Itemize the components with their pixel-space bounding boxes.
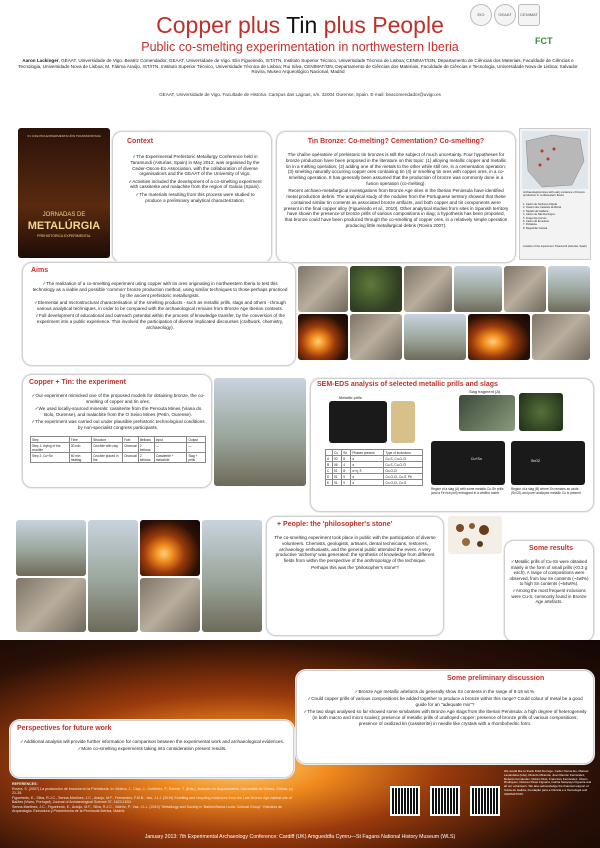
geaat-logo: GEAAT (494, 4, 516, 26)
context-box (112, 131, 272, 263)
people-text: The co-smelting experiment took place in public with the participation of diverse volunteers. Chemists, geologists, artisans, dental technicians, restorers, archaeology enthusiasts, and the general public attended the event. A very productive 'alchemy' was generated: the synthesis of knowledge from different fields from within the perspective of the anthropology of the technique. Perhaps this was the 'philosopher's stone'? (274, 535, 436, 571)
aims-box (22, 262, 296, 366)
discussion-box (296, 670, 594, 764)
iberia-map (522, 131, 588, 189)
poster-subtitle: Public co-smelting experimentation in northwestern Iberia (141, 40, 459, 54)
photo-crucible (404, 266, 452, 312)
context-header: Context (127, 138, 154, 145)
site-marker (547, 158, 550, 161)
perspectives-text: ✓Additional analysis will provide further information for comparison between the experimental work and archaeological evidences. ✓More co-smelting experiments taking into consideration present results. (19, 739, 285, 752)
photo-participants (404, 314, 466, 360)
photo-prills-hand (448, 516, 502, 554)
photo-group (16, 520, 86, 576)
qr-code[interactable] (430, 786, 460, 816)
perspectives-box (10, 720, 294, 778)
site-marker (541, 150, 544, 153)
map-legend: 1. Castro de Senhora d'Ajuda 2. Outeiro dos Castelos de Beiral 3. Tapado da Caldeira 4. Castro de São Domingos 5. Fraga dos Corvos 6. Castro de Ervedosa 7. Peñalosa 8. Regueirão Carreta (523, 203, 562, 230)
conference-poster-image: X1 CIFE PRA EXPERIMENTACIÓN TRANSMONTANA JORNADAS DE METALÚRGIA PREHISTORICA EXPERIMENTAL (18, 128, 110, 258)
experiment-text: ✓Our experiment mimicked one of the proposed models for obtaining bronze, the co-smelting of copper and tin ores. ✓We used locally-sourced minerals: cassiterite from the Penouta Mines (Viana do Bolo, Ourense), and malachite from the O Seixo Mines (Petín, Ourense). ✓The experiment was carried out under plausible prehistoric technological conditions by non-specialist congress participants. (31, 393, 205, 430)
slag-label: Slag fragment (A) (469, 389, 501, 394)
bronze-text: The chaîne opératoire of prehistoric tin bronzes is still the subject of much uncertainty. Four hypotheses for bronze production have been proposed in the literature on this topic: (1) alloying metallic copper and metallic tin in a melting operation; (2) adding one of the metals to the other while still ore, in a cementation operation; (3) smelting naturally occurring copper ores containing tin (4) or smelting tin ores with copper ores, in a co-smelting operation. It has generally been assumed that the production of bronze was commonly done in a fusion operation (co-melting). Recent archaeo-metallurgical investigations from Bronze Age sites in the Iberian Peninsula have identified metal production debris. The analytical study of the nodules from the Portuguese territory showed that these contained similar tin contents as associated bronze artifacts, and both copper and tin components were present in the final copper alloy (Figueiredo et al., 2010). Other analytical studies from sites in Spanish territory have shown the presence of bronze prills of various compositions in slag; a hypothesis has been proposed, that bronze could have been produced through the co-smelting of copper ores, in a relatively simple operation producing little metallurgical debris (Rovira 2007). (283, 152, 509, 229)
prills-drawing (448, 516, 502, 554)
site-marker (539, 164, 542, 167)
prills-label: Metallic prills (339, 395, 362, 400)
sem-prills-image (329, 401, 387, 443)
sem-slag-a-image: Cu+Sn (431, 441, 505, 485)
photo-bellows (532, 314, 590, 360)
bronze-box (276, 131, 516, 263)
experiment-table: Step Time Structure Fuel Bellows Input Output Step 1: drying of the crucible 30 min Crucible with clay Charcoal 2 bellows — — Step 2: Cu+Sn 60 min heating Crucible placed in fire Charcoal 2 bellows Cassiterite + malachite Slag + prills (30, 436, 206, 463)
aims-text: ✓The realization of a co-smelting experiment using copper with tin ores originating in northwestern Iberia to test this technology as a viable and possible 'common' bronze production method, using similar techniques to those perhaps practiced by the ancient prehistoric metallurgists. ✓Elemental and microstructural characterisation of the smelting products - such as metallic prills, slags and others - through various analytical techniques, in order to be compared with the archaeological remains from Bronze Age Iberian contexts. ✓Full development of educational and outreach potential within the process of knowledge transfer, by the conversion of the experiment into a public experience. This involved the participation of diverse implicated discourses (craftwork, chemistry, archaeology). (32, 281, 288, 330)
footer: January 2013: 7th Experimental Archaeology Conference: Cardiff (UK) Amgueddfa Cymru—St Fagans National History Museum (WLS) (144, 834, 456, 840)
photo-malachite (350, 266, 402, 312)
authors-line: Aaron Lackinger, GEAAT, Universidade de Vigo. Beatriz Comendador, GEAAT, Universidade de Vigo. Elin Figueiredo, IST/ITN, Instituto Superior Técnico, Universidade Técnica de Lisboa; CENIMAT/I3N, Departamento de Ciências dos Materiais, Faculdade de Ciências e Tecnologia, Universidade Nova de Lisboa; M. Fátima Araújo, IST/ITN, Instituto Superior Técnico, Universidade Técnica de Lisboa; Rui Silva, CENIMAT/I3N, Departamento de Ciências dos Materiais, Faculdade de Ciências e Tecnologia, Universidade Nova de Lisboa; Salvador Rovira, Museo Arqueológico Nacional, Madrid (18, 58, 578, 75)
photo-hands (350, 314, 402, 360)
context-text: ✓The Experimental Prehistoric Metallurgy Conference held in Taramundi (Asturias, Spain) in May 2012, was organised by the Ceder-Oscos-Eo Association, with the collaboration of diverse organisations and the GEAAT of the University of Vigo. ✓Activities included the development of a co-smelting experiment with cassiterite and malachite from the region of Galicia (Spain). ✓The materials resulting from this process were studied to produce a preliminary analytical characterization. (128, 154, 262, 203)
photo-crowd (16, 578, 86, 632)
sem-slag-b-image: SnO2 (511, 441, 585, 485)
prill (479, 525, 489, 535)
poster-title: Copper plus Tin plus People (156, 12, 444, 38)
results-header: Some results (529, 545, 573, 552)
results-text: ✓Metallic prills of Cu-Sn were obtained mainly in the form of small prills (<0.3 g each). A range of compositions were observed, from low Sn contents (~4wt%) to high Sn contents (~64wt%). ✓Among the most frequent inclusions were Cu-S, commonly found in Bronze Age artefacts. (509, 559, 589, 604)
sem-box (310, 378, 594, 512)
photo-landscape (454, 266, 502, 312)
discussion-text: ✓Bronze Age metallic artefacts do generally show Sn contents in the range of 8-15 wt.%. ✓Could copper prills of various compositions be added together to produce a bronze within this range? Could colour of metal be a good guide for an "adequate mix"? ✓The two slags analysed so far showed some similarities with Bronze Age slags from the Iberian Peninsula: a high degree of heterogeneity (in both macro and micro scales); presence of metallic prills of unalloyed copper; presence of bronze prills of various compositions; presence of oxidized tin (cassiterite) in needle like crystals with a rhombohedric form. (303, 689, 587, 726)
people-header: + People: the 'philosopher's stone' (277, 521, 393, 528)
photo-fire-work (140, 520, 200, 576)
cenimat-logo: CENIMAT (518, 4, 540, 26)
photo-mine (548, 266, 590, 312)
qr-code[interactable] (390, 786, 420, 816)
photo-volunteer (88, 520, 138, 632)
acknowledgements: We would like to thank Fidel Dorrego, Ceder Oscos-Eo, Manuel Lavandeira (Lda), Ricardo Miranda, Juan Ramón Fernández, Roberto Fernández, Rubén Díaz, Francisco Fernández, Álvaro Rodríguez, Dolores Rivas Figueira, Isolina Sampayo Figueira and all our volunteers. We also acknowledge the financial support of Xunta de Galicia, Fundação para a Ciência e a Tecnologia and CENIMAT/I3N. (504, 769, 592, 796)
prill (477, 541, 483, 547)
bronze-header: Tin Bronze: Co-melting? Cementation? Co-smelting? (307, 138, 485, 145)
discussion-header: Some preliminary discussion (447, 675, 545, 682)
site-marker (553, 148, 556, 151)
perspectives-header: Perspectives for future work (17, 725, 112, 732)
map-figure (519, 128, 591, 260)
experiment-header: Copper + Tin: the experiment (29, 379, 126, 386)
sem-header: SEM-EDS analysis of selected metallic prills and slags (317, 381, 498, 388)
photo-minerals (298, 266, 348, 312)
address-line: GEAAT, Universidade de Vigo. Facultade de Historia. Campus das Lagoas, s/n. 32004 Ourense, Spain. E-mail: beacomendador@uvigo.es (159, 92, 441, 97)
photo-furnace (298, 314, 348, 360)
photo-smelting (468, 314, 530, 360)
people-box (266, 516, 444, 636)
map-footnote: Location of the experiment: Taramundi (Asturias, Spain) (523, 245, 587, 248)
prill (469, 523, 475, 529)
caption-slag-a: Region of a slag (A) with some metallic Cu-Sn prills (and a Fe rich prill) entrapped in a vitrified matrix (431, 487, 504, 495)
caption-slag-b: Region of a slag (B) where Sn remains as oxide (SnO2) and pure unalloyed metallic Cu is present (511, 487, 581, 495)
photo-tools (140, 578, 200, 632)
references: REFERENCES: Rovira, S. (2007) La producción de bronces en la Prehistoria. In: Molera, J., Clop, J., Gutiérrez, P., Esteve, T. (Eds.), Avances en Arqueometría. Universitat de Girona, Girona, pp. 21-35. Figueiredo, E., Silva, R.J.C., Senna-Martinez, J.C., Araújo, M.F., Fernandes, F.M.B., Vaz, J.L.I. (2010) Smelting and recycling evidences from the Late Bronze Age habitat site of Baiões (Viseu, Portugal). Journal of Archaeological Science 37, 1623-1634. Senna-Martinez, J.C., Figueiredo, E., Araújo, M.F., Silva, R.J.C., Valério, P., Vaz, J.L.I. (2010) "Metallurgy and Society in 'Baiões/Santa Luzia' Cultural Group". Estudios de Arqueología: Estructura y Protohistoria de la Península Ibérica, Madrid. (12, 782, 295, 813)
prill (462, 538, 470, 546)
results-box (504, 540, 594, 642)
fct-logo: FCT (535, 36, 553, 46)
sem-table: Cu Sn Phases present Type of inclusions A 90 8 α Cu-S, Cu-O-Cl B 96 4 α Cu-S, Cu-O-Cl C 91 8 α+η, δ Cu-O-Cl D 91 9 α Cu-O-Cl, Cu-S, Pb E 91 9 α Cu-O-Cl, Cu-S (325, 449, 423, 486)
aims-header: Aims (31, 267, 49, 274)
prill (456, 524, 464, 532)
photo-bellows-people (202, 520, 262, 632)
experiment-box (22, 374, 212, 488)
slag-sample-photo (519, 393, 563, 431)
map-caption: Archaeological sites with early evidence of bronze production in northwestern Iberia (523, 190, 585, 198)
qr-code[interactable] (470, 786, 500, 816)
photo-ore (504, 266, 546, 312)
eio-logo: EIO (470, 4, 492, 26)
slag-photo (459, 395, 515, 431)
prill-photo (391, 401, 415, 443)
photo-experiment-people (214, 378, 306, 486)
